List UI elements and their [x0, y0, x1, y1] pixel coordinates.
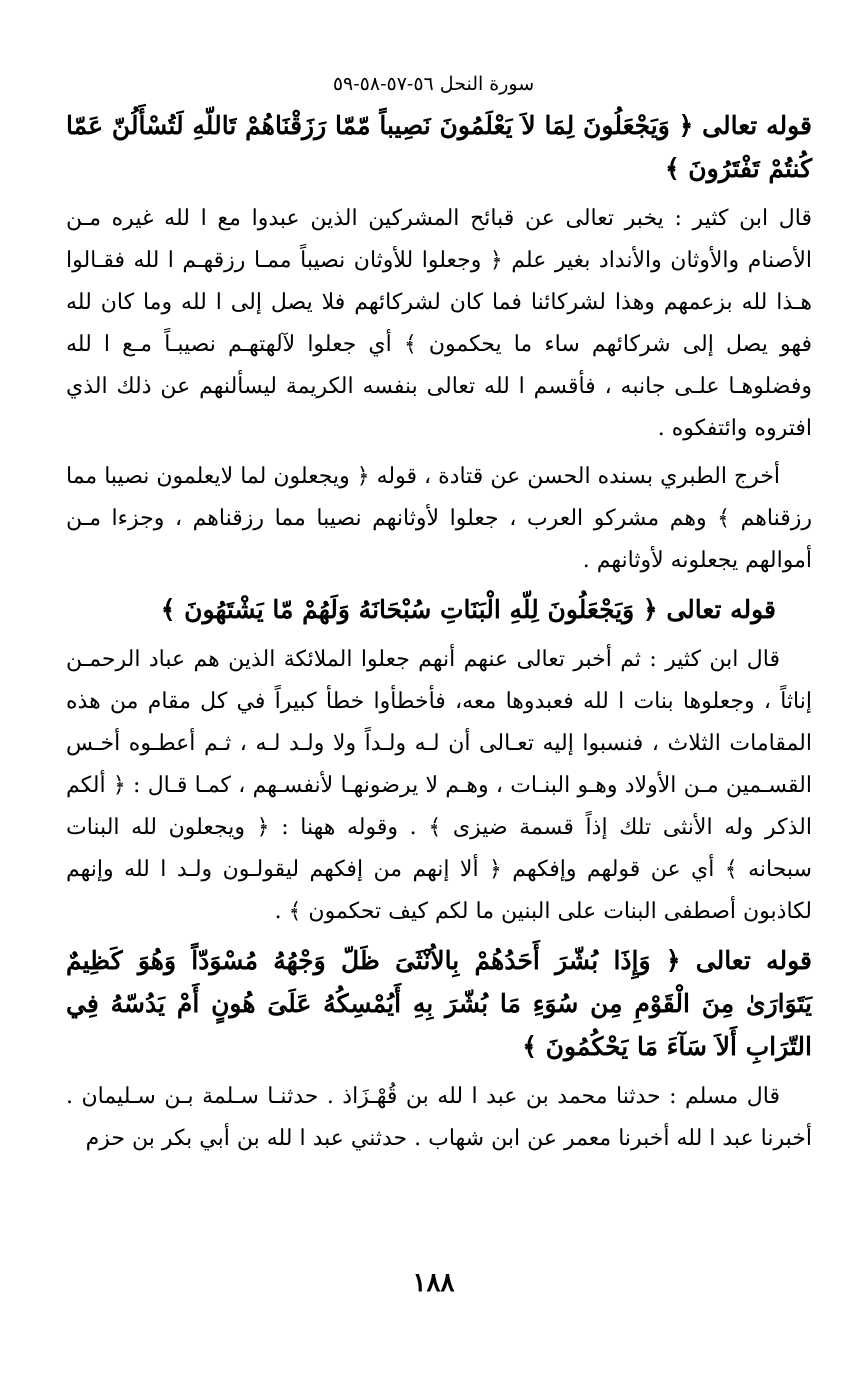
page-header: سورة النحل ٥٦-٥٧-٥٨-٥٩ [332, 73, 535, 95]
commentary-paragraph: قال مسلم : حدثنا محمد بن عبد ا لله بن قُهْـزَاذ . حدثنـا سـلمة بـن سـليمان . أخبرنا عبد ا لله أخبرنا معمر عن ابن شهاب . حدثني عبد ا لله بن أبي بكر بن حزم [66, 1084, 812, 1151]
commentary-paragraph: قال ابن كثير : ثم أخبر تعالى عنهم أنهم جعلوا الملائكة الذين هم عباد الرحمـن إناثاً ، وجعلوها بنات ا لله فعبدوها معه، فأخطأوا خطأ كبيراً في كل مقام من هذه المقامات الثلاث ، فنسبوا إليه تعـالى أن لـه ولـداً ولا ولـد لـه ، ثـم أعطـوه أخـس القسـمين مـن الأولاد وهـو البنـات ، وهـم لا يرضونهـا لأنفسـهم ، كمـا قـال : ﴿ ألكم الذكر وله الأنثى تلك إذاً قسمة ضيزى ﴾ . وقوله ههنا : ﴿ ويجعلون لله البنات سبحانه ﴾ أي عن قولهم وإفكهم ﴿ ألا إنهم من إفكهم ليقولـون ولـد ا لله وإنهم لكاذبون أصطفى البنات على البنين ما لكم كيف تحكمون ﴾ . [66, 647, 813, 924]
verse-heading: قوله تعالى ﴿ وَيَجْعَلُونَ لِلّهِ الْبَنَاتِ سُبْحَانَهُ وَلَهُمْ مّا يَشْتَهُونَ ﴾ [160, 595, 776, 624]
verse-heading: قوله تعالى ﴿ وَيَجْعَلُونَ لِمَا لاَ يَعْلَمُونَ نَصِيباً مّمّا رَزَقْنَاهُمْ تَاللّهِ لَتُسْأَلُنّ عَمّا كُنتُمْ تَفْتَرُونَ ﴾ [66, 111, 812, 183]
verse-heading: قوله تعالى ﴿ وَإِذَا بُشّرَ أَحَدُهُمْ بِالاُنْثَىَ ظَلّ وَجْهُهُ مُسْوَدّاً وَهُوَ كَظِيمٌ يَتَوَارَىٰ مِنَ الْقَوْمِ مِن سُوَءِ مَا بُشّرَ بِهِ أَيُمْسِكُهُ عَلَىَ هُونٍ أَمْ يَدُسّهُ فِي التّرَابِ أَلاَ سَآءَ مَا يَحْكُمُونَ ﴾ [66, 946, 812, 1061]
page-number: ١٨٨ [412, 1268, 455, 1298]
page-content [66, 104, 812, 1166]
commentary-paragraph: أخرج الطبري بسنده الحسن عن قتادة ، قوله ﴿ ويجعلون لما لايعلمون نصيبا مما رزقناهم ﴾ وهم مشركو العرب ، جعلوا لأوثانهم نصيبا مما رزقناهم ، وجزءا مـن أموالهم يجعلونه لأوثانهم . [66, 464, 812, 573]
commentary-paragraph: قال ابن كثير : يخبر تعالى عن قبائح المشركين الذين عبدوا مع ا لله غيره مـن الأصنام والأوثان والأنداد بغير علم ﴿ وجعلوا للأوثان نصيباً ممـا رزقهـم ا لله فقـالوا هـذا لله بزعمهم وهذا لشركائنا فما كان لشركائهم فلا يصل إلى ا لله وما كان لله فهو يصل إلى شركائهم ساء ما يحكمون ﴾ أي جعلوا لآلهتهـم نصيبـاً مـع ا لله وفضلوهـا علـى جانبه ، فأقسم ا لله تعالى بنفسه الكريمة ليسألنهم عن ذلك الذي افتروه وائتفكوه . [66, 206, 812, 441]
